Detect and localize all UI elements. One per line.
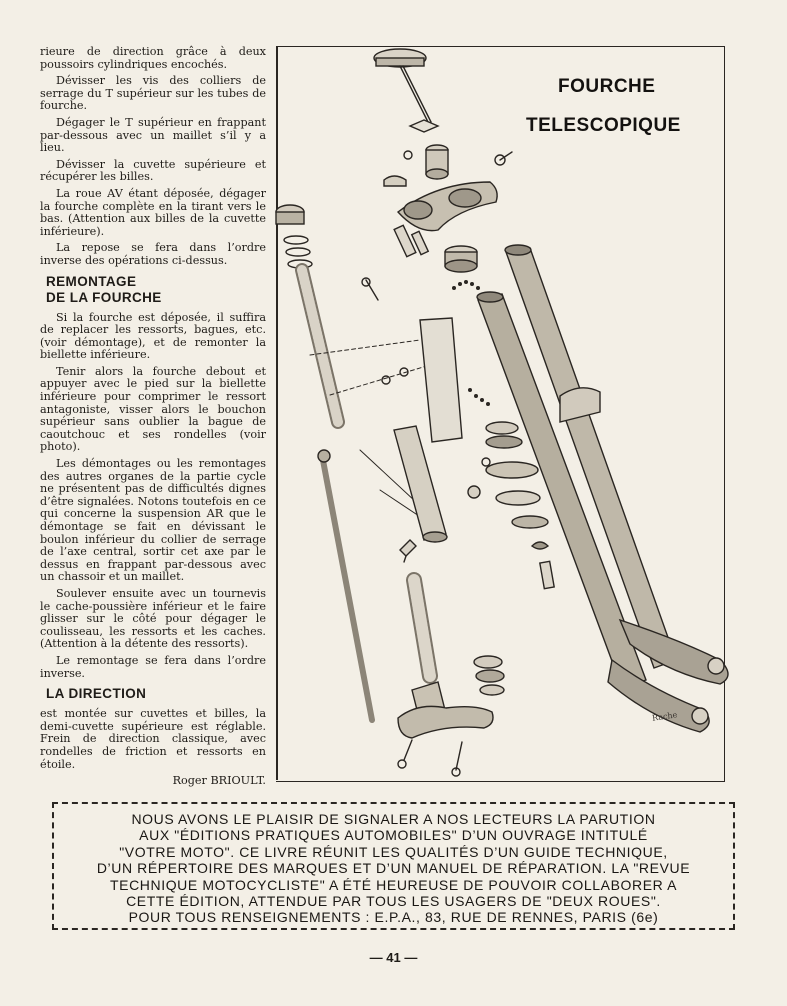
artist-credit: Rache xyxy=(651,710,678,723)
paragraph-12: est montée sur cuvettes et billes, la demi-cuvette supérieure est réglable. Frein de direction classique, avec rondelles de friction et ressorts en étoile. xyxy=(40,707,266,771)
paragraph-9: Les démontages ou les remontages des autres organes de la partie cycle ne présentent pas de difficultés dignes d’être signalées. Notons toutefois en ce qui concerne la suspension AR que le démontage se fait en dévissant le boulon inférieur du collier de serrage de l’axe central, sortir cet axe par le dessus en frappant par-dessous avec un chassoir et un maillet. xyxy=(40,457,266,584)
notice-line-1: NOUS AVONS LE PLAISIR DE SIGNALER A NOS LECTEURS LA PARUTION xyxy=(131,811,656,827)
notice-line-5: TECHNIQUE MOTOCYCLISTE" A ÉTÉ HEUREUSE DE POUVOIR COLLABORER A xyxy=(109,876,678,893)
notice-line-4: D’UN RÉPERTOIRE DES MARQUES ET D’UN MANUEL DE RÉPARATION. LA "REVUE xyxy=(96,860,691,877)
heading-remontage-line1: REMONTAGE xyxy=(46,273,137,289)
figure-title-line1: FOURCHE xyxy=(558,76,656,97)
paragraph-8: Tenir alors la fourche debout et appuyer avec le pied sur la biellette inférieure pour comprimer le ressort antagoniste, visser alors le bouchon supérieur sans oublier la bague de caoutchouc et ses rondelles (voir photo). xyxy=(40,364,266,454)
heading-direction: LA DIRECTION xyxy=(46,686,147,702)
notice-line-2: AUX "ÉDITIONS PRATIQUES AUTOMOBILES" D’UN OUVRAGE INTITULÉ xyxy=(139,827,648,844)
paragraph-7: Si la fourche est déposée, il suffira de replacer les ressorts, bagues, etc. (voir démontage), et de remonter la biellette inférieure. xyxy=(40,310,266,362)
figure-title-line2: TELESCOPIQUE xyxy=(526,115,681,136)
author-signature: Roger BRIOULT. xyxy=(172,774,266,788)
paragraph-5: La roue AV étant déposée, dégager la fourche complète en la tirant vers le bas. (Attention aux billes de la cuvette inférieure). xyxy=(40,186,266,238)
heading-remontage-line2: DE LA FOURCHE xyxy=(46,289,162,305)
notice-line-6: CETTE ÉDITION, ATTENDUE PAR TOUS LES USAGERS DE "DEUX ROUES". xyxy=(126,893,661,910)
notice-line-7: POUR TOUS RENSEIGNEMENTS : E.P.A., 83, RUE DE RENNES, PARIS (6e) xyxy=(128,909,659,926)
publication-notice-box xyxy=(52,802,735,930)
paragraph-10: Soulever ensuite avec un tournevis le cache-poussière inférieur et le faire glisser sur le côté pour dégager le coulisseau, les ressorts et les caches. (Attention à la détente des ressorts). xyxy=(40,586,266,651)
paragraph-1: rieure de direction grâce à deux poussoirs cylindriques encochés. xyxy=(40,45,266,71)
paragraph-2: Dévisser les vis des colliers de serrage du T supérieur sur les tubes de fourche. xyxy=(40,74,266,113)
paragraph-3: Dégager le T supérieur en frappant par-dessous avec un maillet s’il y a lieu. xyxy=(40,115,266,155)
notice-line-3: "VOTRE MOTO". CE LIVRE RÉUNIT LES QUALITÉS D’UN GUIDE TECHNIQUE, xyxy=(119,843,668,860)
paragraph-4: Dévisser la cuvette supérieure et récupérer les billes. xyxy=(40,157,266,184)
paragraph-6: La repose se fera dans l’ordre inverse des opérations ci-dessus. xyxy=(40,241,266,267)
paragraph-11: Le remontage se fera dans l’ordre inverse. xyxy=(40,653,266,680)
page-number: — 41 — xyxy=(369,950,418,965)
